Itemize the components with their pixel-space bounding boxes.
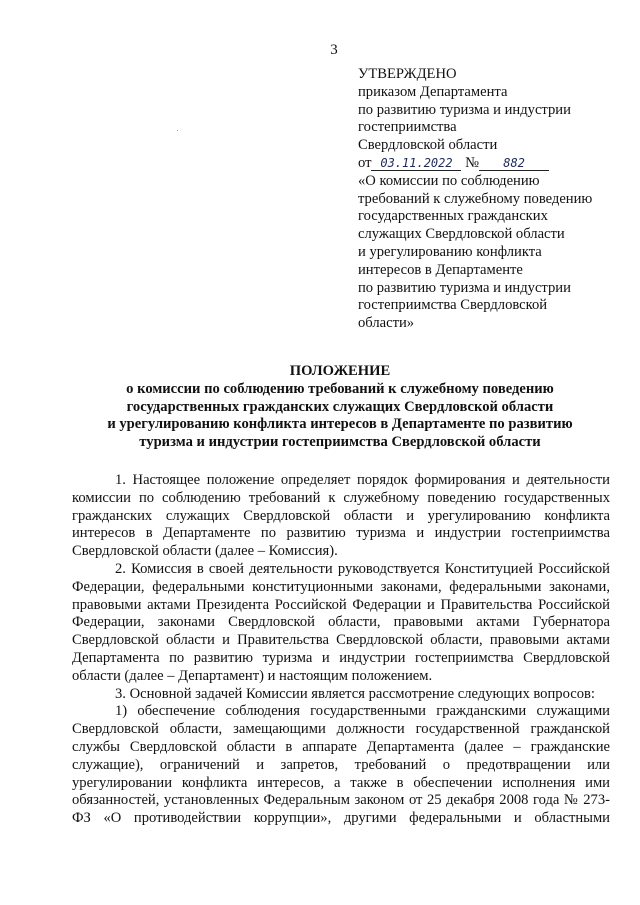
title-line: государственных гражданских служащих Свердловской области xyxy=(126,398,554,415)
approval-subject-line: требований к служебному поведению xyxy=(358,190,593,207)
approval-heading: УТВЕРЖДЕНО xyxy=(358,66,457,82)
title-heading: ПОЛОЖЕНИЕ xyxy=(289,363,391,379)
approval-subject-line: интересов в Департаменте xyxy=(358,261,523,278)
approval-subject-line: по развитию туризма и индустрии xyxy=(358,279,571,296)
document-body xyxy=(72,472,610,828)
number-prefix: № xyxy=(465,154,480,171)
handwritten-date: 03.11.2022 xyxy=(371,157,461,171)
approval-subject-line: «О комиссии по соблюдению xyxy=(358,172,540,189)
approval-date-line xyxy=(358,155,628,173)
approval-subject-line: и урегулированию конфликта xyxy=(358,243,542,260)
approval-block xyxy=(358,66,628,333)
approval-line: гостеприимства xyxy=(358,119,457,136)
approval-line: по развитию туризма и индустрии xyxy=(358,101,571,118)
approval-subject-line: области» xyxy=(358,315,415,332)
scan-speck xyxy=(177,130,178,131)
approval-subject-line: государственных гражданских xyxy=(358,208,548,225)
document-title xyxy=(70,363,610,452)
paragraph-3-item-1: 1) обеспечение соблюдения государственными гражданскими служащими Свердловской области, замещающими должности государственной гражданской службы Свердловской области в аппарате Департамента (далее – гражданские служащие), ограничений и запретов, требований о предотвращении или урегулировании конфликта интересов, а также в обеспечении исполнения ими обязанностей, установленных Федеральным законом от 25 декабря 2008 года № 273-ФЗ «О противодействии коррупции», другими федеральными и областными xyxy=(72,703,610,827)
title-line: и урегулированию конфликта интересов в Департаменте по развитию xyxy=(107,416,573,433)
handwritten-number: 882 xyxy=(479,157,549,171)
page-number: 3 xyxy=(330,42,338,58)
date-prefix: от xyxy=(358,154,372,171)
paragraph-3: 3. Основной задачей Комиссии является рассмотрение следующих вопросов: xyxy=(115,685,595,702)
title-line: о комиссии по соблюдению требований к служебному поведению xyxy=(126,380,554,397)
approval-line: приказом Департамента xyxy=(358,83,508,100)
title-line: туризма и индустрии гостеприимства Свердловской области xyxy=(139,434,541,451)
approval-subject-line: служащих Свердловской области xyxy=(358,226,565,243)
paragraph-1: 1. Настоящее положение определяет порядок формирования и деятельности комиссии по соблюдению требований к служебному поведению государственных гражданских служащих Свердловской области и урегулированию конфликта интересов в Департаменте по развитию туризма и индустрии гостеприимства Свердловской области (далее – Комиссия). xyxy=(72,472,610,560)
approval-line: Свердловской области xyxy=(358,137,498,154)
paragraph-2: 2. Комиссия в своей деятельности руководствуется Конституцией Российской Федерации, федеральными конституционными законами, федеральными законами, правовыми актами Президента Российской Федерации и Правительства Российской Федерации, законами Свердловской области, правовыми актами Губернатора Свердловской области и Правительства Свердловской области, правовыми актами Департамента по развитию туризма и индустрии гостеприимства Свердловской области (далее – Департамент) и настоящим положением. xyxy=(72,560,610,684)
approval-subject-line: гостеприимства Свердловской xyxy=(358,297,548,314)
